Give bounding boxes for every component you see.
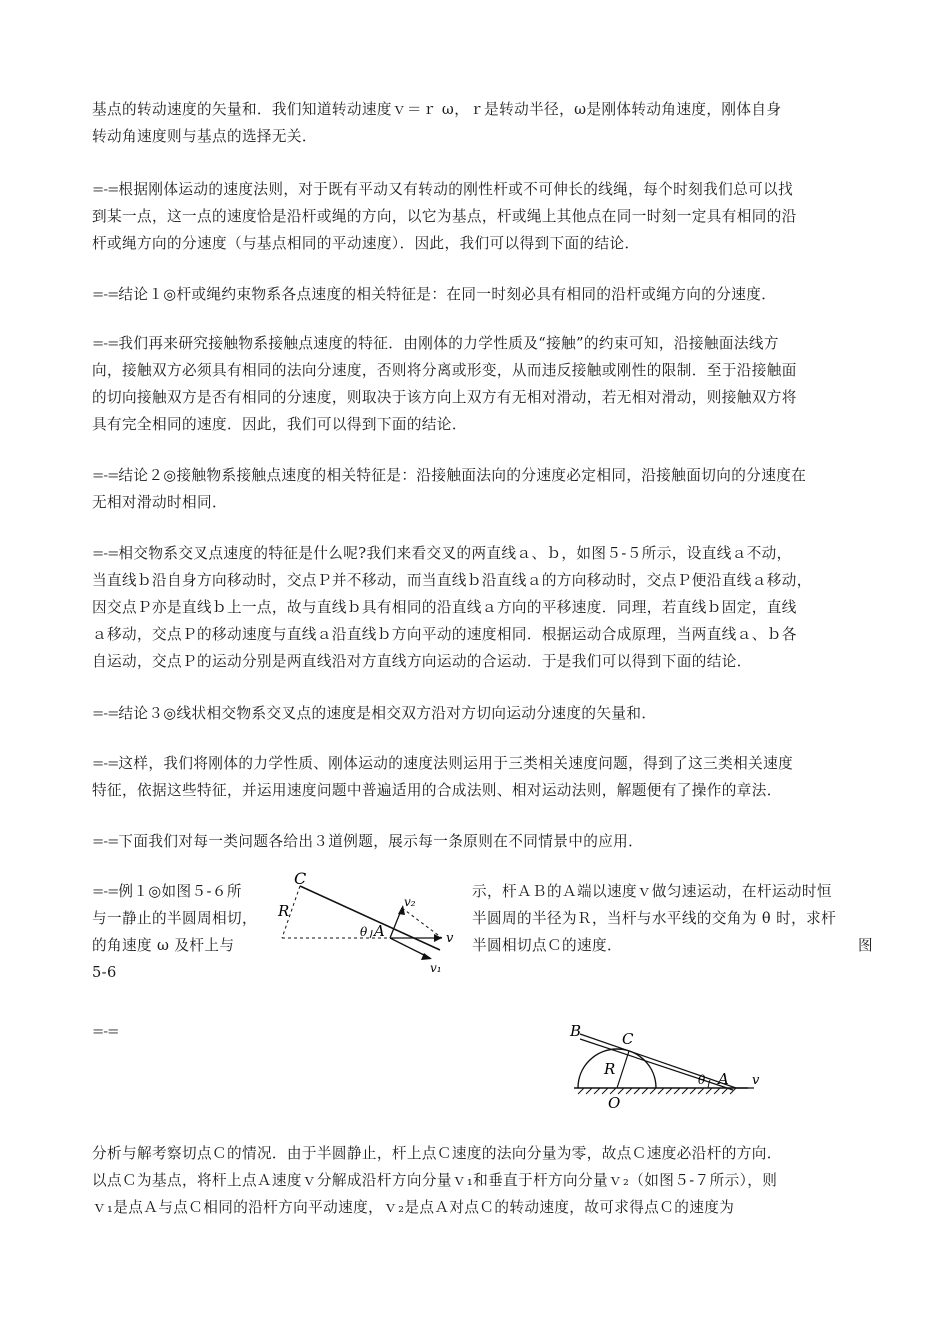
figure-5-7 <box>568 1022 768 1132</box>
text-line: ｖ₁是点Ａ与点Ｃ相同的沿杆方向平动速度，ｖ₂是点Ａ对点Ｃ的转动速度，故可求得点Ｃ的速度为 <box>92 1199 735 1216</box>
text-line: =-=结论１◎杆或绳约束物系各点速度的相关特征是：在同一时刻必具有相同的沿杆或绳方向的分速度． <box>92 286 777 303</box>
text-line: 半圆周的半径为Ｒ，当杆与水平线的交角为 θ 时，求杆 <box>472 910 837 927</box>
semicircle <box>578 1049 656 1088</box>
marker: =-= <box>92 833 119 850</box>
label-o: O <box>608 1094 621 1112</box>
label-v: v <box>752 1073 760 1088</box>
conclusion-2 <box>92 462 882 516</box>
text-line: 无相对滑动时相同． <box>92 494 227 511</box>
marker: =-= <box>92 1023 119 1040</box>
text-line: 的角速度 ω 及杆上与 <box>92 937 235 954</box>
label-v1: v₁ <box>430 961 442 975</box>
text-line: 杆或绳方向的分速度（与基点相同的平动速度）．因此，我们可以得到下面的结论． <box>92 235 640 252</box>
example-1-left <box>92 878 257 986</box>
text-line: =-=这样，我们将刚体的力学性质、刚体运动的速度法则运用于三类相关速度问题，得到了这三类相关速度 <box>92 755 794 772</box>
text-line: =-=结论２◎接触物系接触点速度的相关特征是：沿接触面法向的分速度必定相同，沿接触面切向的分速度在 <box>92 467 807 484</box>
text-line: 特征，依据这些特征，并运用速度问题中普遍适用的合成法则、相对运动法则，解题便有了操作的章法． <box>92 782 782 799</box>
text-line: 基点的转动速度的矢量和．我们知道转动速度ｖ＝ｒ ω，ｒ是转动半径，ω是刚体转动角速度，刚体自身 <box>92 101 782 118</box>
text-line: =-=相交物系交叉点速度的特征是什么呢?我们来看交叉的两直线ａ、ｂ，如图５-５所示，设直线ａ不动， <box>92 545 792 562</box>
marker: =-= <box>92 545 119 562</box>
text-line: 向，接触双方必须具有相同的法向分速度，否则将分离或形变，从而违反接触或刚性的限制．至于沿接触面 <box>92 362 797 379</box>
text-line: 分析与解考察切点Ｃ的情况．由于半圆静止，杆上点Ｃ速度的法向分量为零，故点Ｃ速度必沿杆的方向． <box>92 1145 782 1162</box>
text-line: 具有完全相同的速度．因此，我们可以得到下面的结论． <box>92 416 467 433</box>
marker: =-= <box>92 467 119 484</box>
label-r: R <box>278 902 290 920</box>
paragraph-4 <box>92 330 882 438</box>
text-line: 5-6 <box>92 964 117 981</box>
label-a: A <box>718 1070 729 1088</box>
label-r: R <box>604 1060 616 1078</box>
text-line: 的切向接触双方是否有相同的分速度，则取决于该方向上双方有无相对滑动，若无相对滑动，则接触双方将 <box>92 389 797 406</box>
text-line: =-=结论３◎线状相交物系交叉点的速度是相交双方沿对方切向运动分速度的矢量和． <box>92 705 657 722</box>
analysis-paragraph <box>92 1140 882 1221</box>
text-line: 自运动，交点Ｐ的运动分别是两直线沿对方直线方向运动的合运动．于是我们可以得到下面的结论． <box>92 653 752 670</box>
marker: =-= <box>92 705 119 722</box>
text-line: =-=我们再来研究接触物系接触点速度的特征．由刚体的力学性质及“接触”的约束可知，沿接触面法线方 <box>92 335 779 352</box>
label-theta: θ <box>360 925 368 939</box>
figure-caption: 图 <box>858 937 873 954</box>
paragraph-8 <box>92 750 882 804</box>
text-line: ａ移动，交点Ｐ的移动速度与直线ａ沿直线ｂ方向平动的速度相同．根据运动合成原理，当两直线ａ、ｂ各 <box>92 626 797 643</box>
analysis-heading: 分析与解 <box>92 1145 152 1162</box>
paragraph-1 <box>92 96 882 150</box>
conclusion-3 <box>92 700 882 727</box>
label-v: v <box>446 931 454 946</box>
text-line: =-=下面我们对每一类问题各给出３道例题，展示每一条原则在不同情景中的应用． <box>92 833 644 850</box>
text-line: 以点Ｃ为基点，将杆上点Ａ速度ｖ分解成沿杆方向分量ｖ₁和垂直于杆方向分量ｖ₂（如图５-７所示），则 <box>92 1172 778 1189</box>
theta-arc <box>370 930 372 938</box>
text-line: 转动角速度则与基点的选择无关． <box>92 128 317 145</box>
label-theta: θ <box>698 1073 706 1087</box>
ground-hatching <box>578 1088 736 1094</box>
label-c: C <box>294 869 307 888</box>
dashed-completion <box>402 908 442 938</box>
text-line: 因交点Ｐ亦是直线ｂ上一点，故与直线ｂ具有相同的沿直线ａ方向的平移速度．同理，若直线ｂ固定，直线 <box>92 599 797 616</box>
label-c: C <box>622 1030 634 1048</box>
paragraph-9 <box>92 828 882 855</box>
rod-lower <box>580 1039 733 1090</box>
marker: =-= <box>92 883 119 900</box>
marker: =-= <box>92 335 119 352</box>
text-line: 示，杆ＡＢ的Ａ端以速度ｖ做匀速运动，在杆运动时恒 <box>472 883 832 900</box>
rod <box>300 886 440 950</box>
paragraph-2 <box>92 176 882 257</box>
text-line: 与一静止的半圆周相切， <box>92 910 257 927</box>
marker: =-= <box>92 286 119 303</box>
figure-5-6 <box>270 868 470 978</box>
example-1-right <box>472 878 836 959</box>
label-v2: v₂ <box>404 895 416 909</box>
text-line: =-=根据刚体运动的速度法则，对于既有平动又有转动的刚性杆或不可伸长的线绳，每个时刻我们总可以找 <box>92 181 794 198</box>
paragraph-6 <box>92 540 882 675</box>
marker: =-= <box>92 181 119 198</box>
marker: =-= <box>92 755 119 772</box>
text-line: 当直线ｂ沿自身方向移动时，交点Ｐ并不移动，而当直线ｂ沿直线ａ的方向移动时，交点Ｐ便沿直线ａ移动， <box>92 572 812 589</box>
label-a: A <box>374 922 385 940</box>
text-line: 到某一点，这一点的速度恰是沿杆或绳的方向，以它为基点，杆或绳上其他点在同一时刻一定具有相同的沿 <box>92 208 797 225</box>
v-arrowhead <box>434 934 442 942</box>
conclusion-1 <box>92 281 882 308</box>
radius-oc <box>617 1051 629 1088</box>
text-line: 半圆相切点Ｃ的速度． <box>472 937 622 954</box>
text-line: =-=例１◎如图５-６所 <box>92 883 242 900</box>
label-b: B <box>570 1022 582 1040</box>
